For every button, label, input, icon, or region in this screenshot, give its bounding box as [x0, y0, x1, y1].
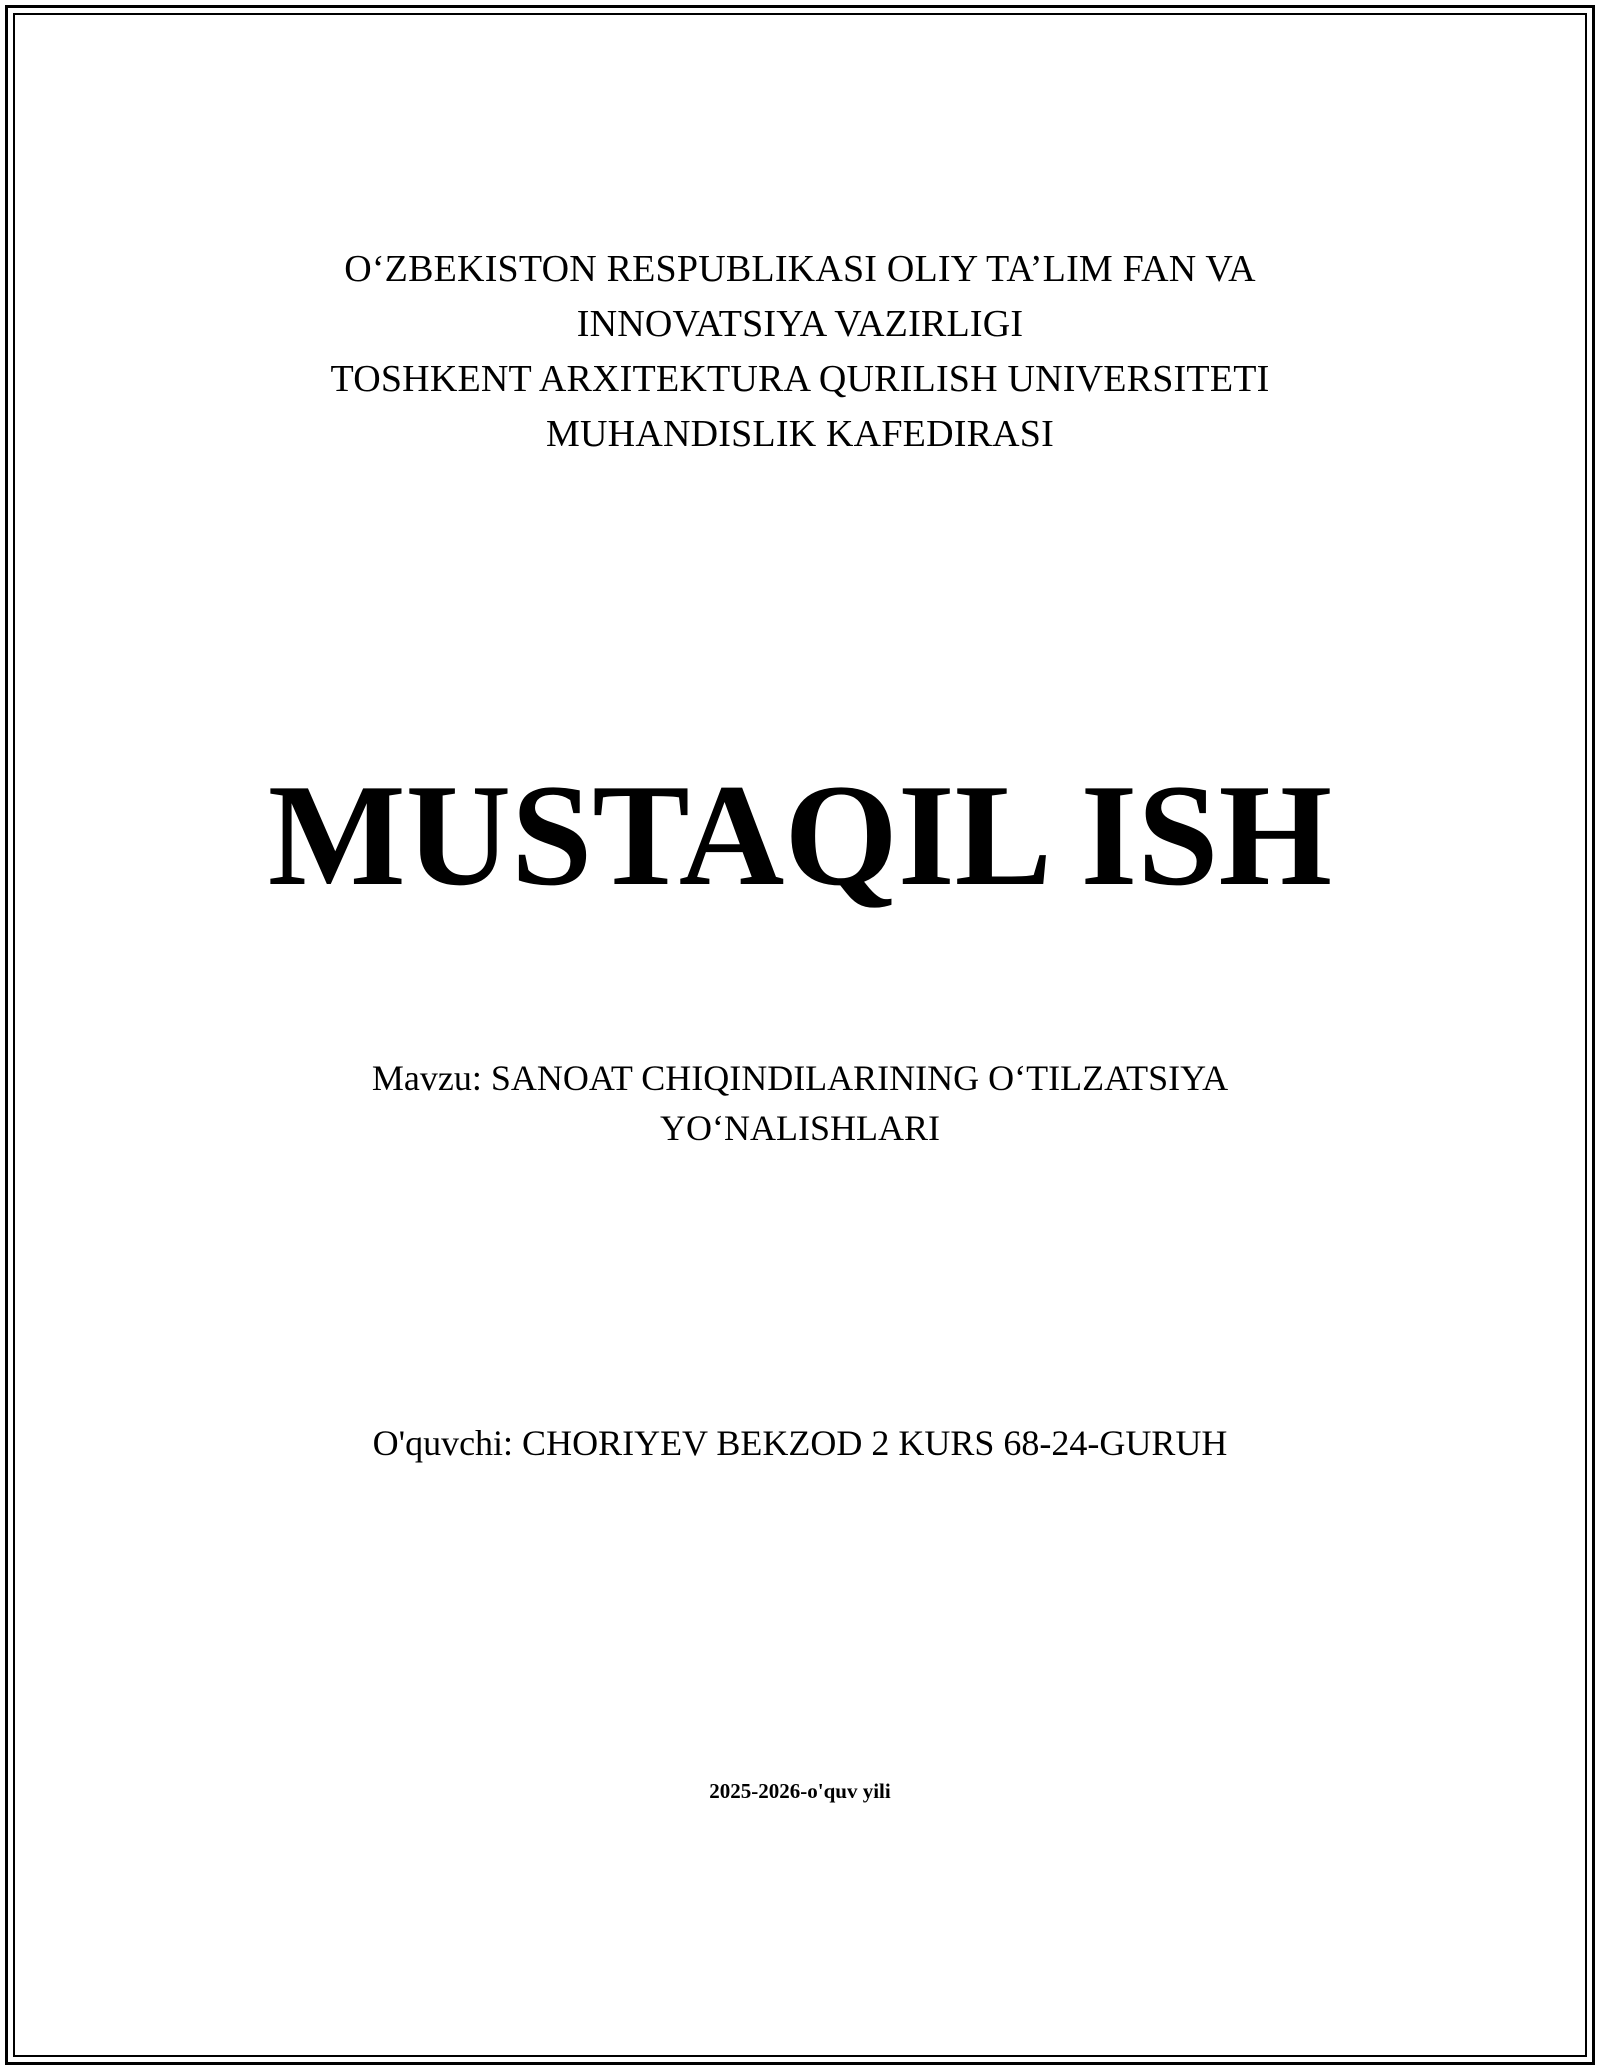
- topic-block: [0, 1053, 1600, 1153]
- academic-year: 2025-2026-o'quv yili: [709, 1779, 891, 1803]
- header-line: MUHANDISLIK KAFEDIRASI: [546, 413, 1054, 455]
- student-info: O'quvchi: CHORIYEV BEKZOD 2 KURS 68-24-GURUH: [372, 1423, 1228, 1463]
- topic-line: Mavzu: SANOAT CHIQINDILARINING O‘TILZATSIYA: [371, 1058, 1229, 1098]
- institution-header: [0, 242, 1600, 462]
- header-line: INNOVATSIYA VAZIRLIGI: [576, 303, 1024, 345]
- topic-line: YO‘NALISHLARI: [660, 1108, 940, 1148]
- document-title: MUSTAQIL ISH: [267, 754, 1333, 916]
- header-line: TOSHKENT ARXITEKTURA QURILISH UNIVERSITETI: [330, 358, 1270, 400]
- header-line: O‘ZBEKISTON RESPUBLIKASI OLIY TA’LIM FAN VA: [344, 248, 1256, 290]
